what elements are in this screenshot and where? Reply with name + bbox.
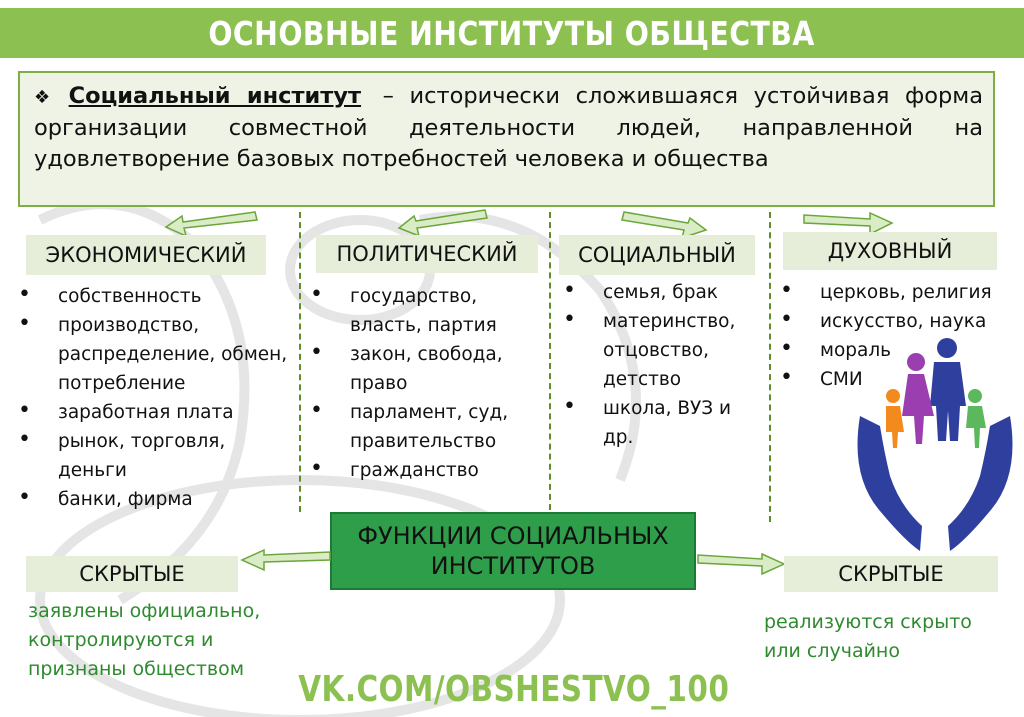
separator-1	[299, 212, 301, 512]
list-item: • парламент, суд, правительство	[310, 398, 540, 456]
list-item: • материнство, отцовство, детство	[563, 307, 763, 394]
definition-body: – исторически сложившаяся устойчивая форма организации совместной деятельности людей, направленной на удовлетворение базовых потребностей человека и общества	[34, 83, 984, 172]
arrow-to-political	[395, 206, 490, 238]
arrow-to-right-function	[696, 551, 786, 579]
function-right-label: СКРЫТЫЕ	[838, 562, 944, 586]
footer-link[interactable]: VK.COM/OBSHESTVO_100	[298, 668, 730, 710]
category-political-label: ПОЛИТИЧЕСКИЙ	[336, 242, 518, 266]
category-economic	[26, 235, 266, 275]
list-item: • гражданство	[310, 456, 540, 485]
list-item: • государство, власть, партия	[310, 282, 540, 340]
category-political	[316, 235, 538, 273]
function-right-description: реализуются скрыто или случайно	[764, 611, 972, 662]
separator-2	[549, 212, 551, 510]
functions-box	[330, 512, 696, 590]
category-spiritual	[783, 232, 997, 270]
definition-term: Социальный институт	[68, 83, 362, 109]
page-title-bar	[0, 8, 1024, 58]
footer-link-box	[298, 666, 730, 712]
list-item: • СМИ	[780, 365, 1020, 394]
list-item: • банки, фирма	[18, 485, 298, 514]
category-spiritual-label: ДУХОВНЫЙ	[827, 239, 953, 263]
function-left-label-box	[26, 556, 238, 592]
separator-3	[769, 212, 771, 522]
page-title: ОСНОВНЫЕ ИНСТИТУТЫ ОБЩЕСТВА	[208, 13, 816, 53]
list-item: • собственность	[18, 282, 298, 311]
family-in-hands-icon	[850, 336, 1020, 556]
diamond-bullet-icon: ❖	[34, 87, 59, 108]
social-list	[563, 278, 763, 452]
function-left-label: СКРЫТЫЕ	[79, 562, 185, 586]
list-item: • церковь, религия	[780, 278, 1020, 307]
arrow-to-economic	[160, 208, 260, 238]
list-item: • школа, ВУЗ и др.	[563, 394, 763, 452]
list-item: • закон, свобода, право	[310, 340, 540, 398]
definition-box	[18, 71, 995, 207]
political-list	[310, 282, 540, 485]
list-item: • заработная плата	[18, 398, 298, 427]
category-economic-label: ЭКОНОМИЧЕСКИЙ	[45, 243, 247, 267]
list-item: • семья, брак	[563, 278, 763, 307]
list-item: • мораль	[780, 336, 1020, 365]
function-left-description: заявлены официально, контролируются и признаны обществом	[28, 600, 261, 680]
functions-title: ФУНКЦИИ СОЦИАЛЬНЫХ ИНСТИТУТОВ	[357, 522, 669, 580]
category-social	[559, 235, 755, 275]
arrow-to-left-function	[238, 548, 332, 576]
function-right-label-box	[784, 556, 998, 592]
definition-text	[34, 81, 983, 175]
list-item: • производство, распределение, обмен, потребление	[18, 311, 298, 398]
economic-list	[18, 282, 298, 514]
list-item: • искусство, наука	[780, 307, 1020, 336]
list-item: • рынок, торговля, деньги	[18, 427, 298, 485]
category-social-label: СОЦИАЛЬНЫЙ	[578, 243, 736, 267]
